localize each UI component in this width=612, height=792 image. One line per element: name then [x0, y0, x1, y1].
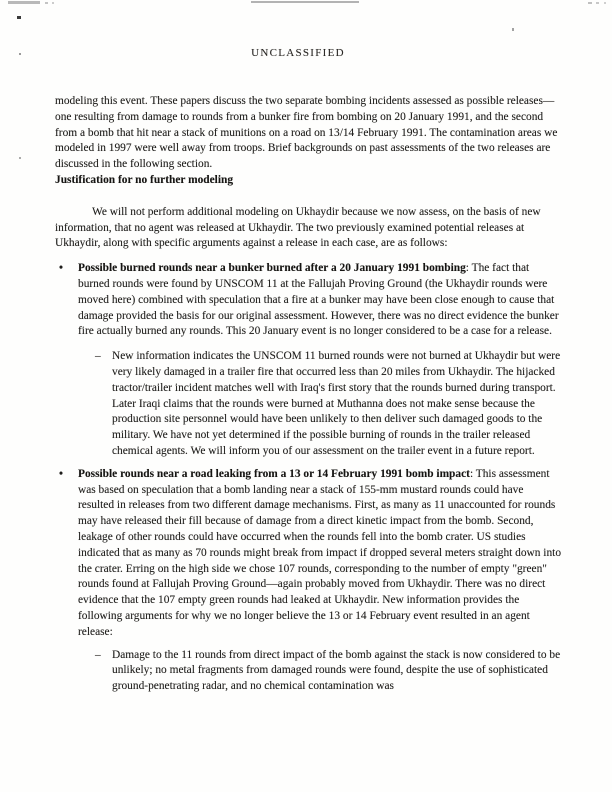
scan-artifact-dot [19, 157, 21, 159]
scan-artifact-bar [8, 1, 40, 4]
scan-artifact-speck [45, 2, 48, 4]
document-body [55, 94, 562, 695]
bullet-separator: : [465, 262, 472, 275]
bullet-group-burned-rounds [55, 261, 562, 460]
scan-artifact-speck [52, 2, 54, 4]
bullet-icon: • [59, 262, 63, 275]
bullet-text [78, 467, 562, 641]
scan-artifact-bar [251, 1, 359, 3]
scan-artifact-dot [512, 28, 514, 31]
sub-bullet-bomb-impact [95, 648, 562, 695]
scan-artifact-speck [604, 2, 606, 4]
bullet-body-text: This assessment was based on speculation that a bomb landing near a stack of 155-mm mustard rounds could have resulted in releases from two different damage mechanisms. First, as many as 11 unaccounted for rounds may have released their fill because of damage from a direct kinetic impact from the bomb. Second, leakage of other rounds could have occurred when the rounds fell into the bomb crater. US studies indicated that as many as 70 rounds might break from impact if dropped several meters straight down into the crater. Erring on the high side we chose 107 rounds, corresponding to the number of empty "green" rounds found at Fallujah Proving Ground—again probably moved from Ukhaydir. There was no direct evidence that the 107 empty green rounds had leaked at Ukhaydir. New information provides the following arguments for why we no longer believe the 13 or 14 February event resulted in an agent release: [78, 467, 562, 638]
sub-bullet-trailer-fire [95, 349, 562, 460]
scan-artifact-speck [596, 2, 599, 4]
intro-paragraph: modeling this event. These papers discuss the two separate bombing incidents assessed as possible releases—one resulting from damage to rounds from a bunker fire from bombing on 20 January 1991, and the second from a bomb that hit near a stack of munitions on a road on 13/14 February 1991. The contamination areas we modeled in 1997 were well away from troops. Brief backgrounds on past assessments of the two releases are discussed in the following section. [55, 95, 558, 171]
bullet-lead: Possible rounds near a road leaking from a 13 or 14 February 1991 bomb impact [78, 467, 470, 480]
dash-icon: – [95, 648, 101, 661]
scan-artifact-dot [17, 16, 21, 19]
sub-bullet-text: Damage to the 11 rounds from direct impact of the bomb against the stack is now considered to be unlikely; no metal fragments from damaged rounds were found, despite the use of sophisticated ground-penetrating radar, and no chemical contamination was [112, 648, 561, 693]
justification-paragraph: We will not perform additional modeling on Ukhaydir because we now assess, on the basis of new information, that no agent was released at Ukhaydir. The two previously examined potential releases at Ukhaydir, along with specific arguments against a release in each case, are as follows: [55, 205, 541, 250]
bullet-body-text: The fact that burned rounds were found by UNSCOM 11 at the Fallujah Proving Ground (the Ukhaydir rounds were moved here) combined with speculation that a fire at a bunker may have been close enough to cause that damage provided the basis for our original assessment. However, there was no direct evidence the bunker fire actually burned any rounds. This 20 January event is no longer considered to be a case for a release. [78, 262, 559, 338]
classification-header: UNCLASSIFIED [251, 47, 345, 59]
bullet-item-burned-rounds [55, 261, 562, 340]
bullet-lead: Possible burned rounds near a bunker burned after a 20 January 1991 bombing [78, 262, 466, 275]
bullet-group-road-leak [55, 467, 562, 695]
bullet-text [78, 261, 562, 340]
section-heading: Justification for no further modeling [55, 173, 234, 186]
bullet-item-road-leak [55, 467, 562, 641]
bullet-icon: • [59, 467, 63, 480]
sub-bullet-text: New information indicates the UNSCOM 11 burned rounds were not burned at Ukhaydir but were very likely damaged in a trailer fire that occurred less than 20 miles from Ukhaydir. The hijacked tractor/trailer incident matches well with Iraq's first story that the rounds burned during transport. Later Iraqi claims that the rounds were burned at Muthanna does not make sense because the production site personnel would have been unlikely to then deliver such damaged goods to the military. We have not yet determined if the possible burning of rounds in the trailer released chemical agents. We will inform you of our assessment on the trailer event in a future report. [112, 350, 561, 457]
dash-icon: – [95, 350, 101, 363]
scan-artifact-speck [588, 2, 592, 4]
bullet-separator: : [469, 467, 476, 480]
